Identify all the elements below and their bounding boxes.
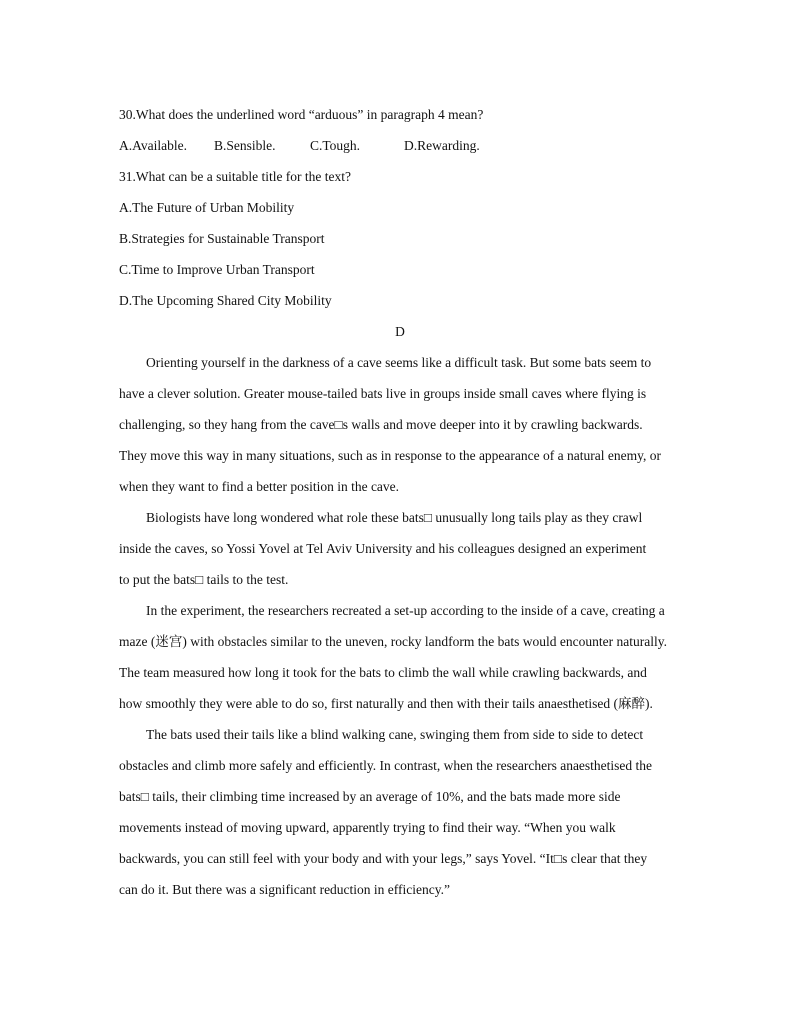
question-30: 30.What does the underlined word “arduous” in paragraph 4 mean? xyxy=(119,107,484,122)
section-heading: D xyxy=(395,324,405,339)
para4-line4: movements instead of moving upward, apparently trying to find their way. “When you walk xyxy=(119,820,616,835)
para1-line2: have a clever solution. Greater mouse-tailed bats live in groups inside small caves where flying is xyxy=(119,386,647,401)
para3-line2: maze (迷宫) with obstacles similar to the uneven, rocky landform the bats would encounter naturally. xyxy=(119,634,667,649)
para4-line3: bats□ tails, their climbing time increased by an average of 10%, and the bats made more side xyxy=(119,789,621,804)
q31-option-a: A.The Future of Urban Mobility xyxy=(119,200,295,215)
para1-line4: They move this way in many situations, such as in response to the appearance of a natural enemy, or xyxy=(119,448,661,463)
para4-line2: obstacles and climb more safely and efficiently. In contrast, when the researchers anaesthetised the xyxy=(119,758,653,773)
q31-option-d: D.The Upcoming Shared City Mobility xyxy=(119,293,332,308)
para2-line2: inside the caves, so Yossi Yovel at Tel Aviv University and his colleagues designed an experiment xyxy=(119,541,647,556)
q30-option-d: D.Rewarding. xyxy=(404,138,480,153)
para2-line3: to put the bats□ tails to the test. xyxy=(119,572,289,587)
para2-line1: Biologists have long wondered what role these bats□ unusually long tails play as they crawl xyxy=(146,510,643,525)
para3-line3: The team measured how long it took for the bats to climb the wall while crawling backwards, and xyxy=(119,665,647,680)
para3-line1: In the experiment, the researchers recreated a set-up according to the inside of a cave, creating a xyxy=(146,603,665,618)
para1-line5: when they want to find a better position in the cave. xyxy=(119,479,400,494)
q30-option-b: B.Sensible. xyxy=(214,138,276,153)
para4-line6: can do it. But there was a significant reduction in efficiency.” xyxy=(119,882,451,897)
q30-option-a: A.Available. xyxy=(119,138,187,153)
para1-line1: Orienting yourself in the darkness of a cave seems like a difficult task. But some bats seem to xyxy=(146,355,652,370)
para3-line4: how smoothly they were able to do so, first naturally and then with their tails anaesthetised (麻醉). xyxy=(119,696,653,711)
question-31: 31.What can be a suitable title for the text? xyxy=(119,169,352,184)
para4-line5: backwards, you can still feel with your body and with your legs,” says Yovel. “It□s clear that they xyxy=(119,851,648,866)
q31-option-b: B.Strategies for Sustainable Transport xyxy=(119,231,325,246)
question-30-options xyxy=(119,137,519,155)
para1-line3: challenging, so they hang from the cave□s walls and move deeper into it by crawling backwards. xyxy=(119,417,643,432)
para4-line1: The bats used their tails like a blind walking cane, swinging them from side to side to detect xyxy=(146,727,644,742)
q31-option-c: C.Time to Improve Urban Transport xyxy=(119,262,315,277)
q30-option-c: C.Tough. xyxy=(310,138,361,153)
